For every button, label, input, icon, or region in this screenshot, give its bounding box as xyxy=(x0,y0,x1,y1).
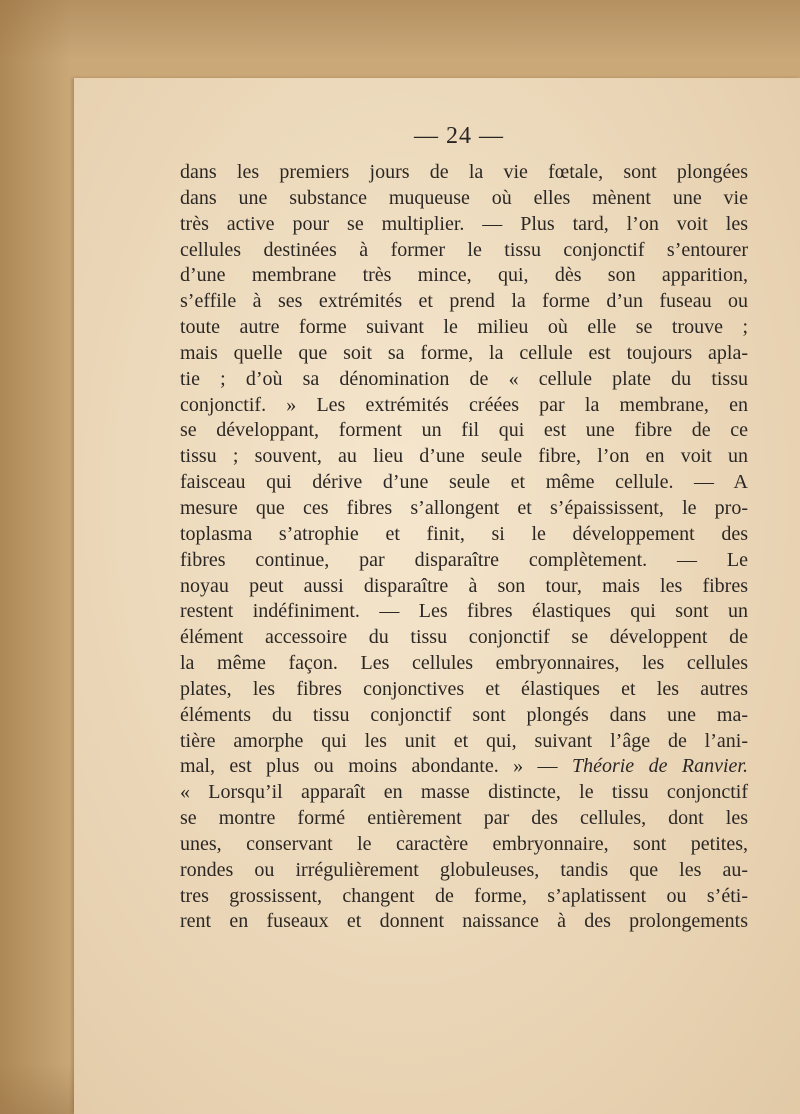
text-line: noyau peut aussi disparaître à son tour, mais les fibres xyxy=(180,574,748,597)
text-line: tie ; d’où sa dénomination de « cellule plate du tissu xyxy=(180,367,748,390)
text-line: tres grossissent, changent de forme, s’aplatissent ou s’éti- xyxy=(180,884,748,907)
text-line: plates, les fibres conjonctives et élastiques et les autres xyxy=(180,677,748,700)
page-number: — 24 — xyxy=(414,123,504,149)
text-line: la même façon. Les cellules embryonnaires, les cellules xyxy=(180,652,748,675)
text-line: mais quelle que soit sa forme, la cellule est toujours apla- xyxy=(180,341,748,364)
text-line: dans une substance muqueuse où elles mènent une vie xyxy=(180,186,748,209)
text-line: conjonctif. » Les extrémités créées par la membrane, en xyxy=(180,393,748,416)
text-line: s’effile à ses extrémités et prend la forme d’un fuseau ou xyxy=(180,290,748,313)
text-line: faisceau qui dérive d’une seule et même cellule. — A xyxy=(180,471,748,494)
text-line: d’une membrane très mince, qui, dès son apparition, xyxy=(180,264,748,287)
citation: Théorie de Ranvier. xyxy=(571,755,748,778)
body-text xyxy=(180,160,748,935)
text-line: élément accessoire du tissu conjonctif se développent de xyxy=(180,626,748,649)
text-line: se montre formé entièrement par des cellules, dont les xyxy=(180,807,748,830)
text-line: rondes ou irrégulièrement globuleuses, tandis que les au- xyxy=(180,858,748,881)
text-line: rent en fuseaux et donnent naissance à des prolongements xyxy=(180,910,748,933)
text-line: restent indéfiniment. — Les fibres élastiques qui sont un xyxy=(180,600,748,623)
text-line-with-citation xyxy=(180,754,748,780)
text-line: se développant, forment un fil qui est une fibre de ce xyxy=(180,419,748,442)
text-line: « Lorsqu’il apparaît en masse distincte, le tissu conjonctif xyxy=(180,781,748,804)
text-line: tière amorphe qui les unit et qui, suivant l’âge de l’ani- xyxy=(180,729,748,752)
text-line: mal, est plus ou moins abondante. » — xyxy=(180,755,572,778)
book-page xyxy=(74,78,800,1114)
text-line: fibres continue, par disparaître complètement. — Le xyxy=(180,548,748,571)
text-line: cellules destinées à former le tissu conjonctif s’entourer xyxy=(180,238,748,261)
text-line: éléments du tissu conjonctif sont plongés dans une ma- xyxy=(180,703,748,726)
text-line: unes, conservant le caractère embryonnaire, sont petites, xyxy=(180,832,748,855)
text-line: tissu ; souvent, au lieu d’une seule fibre, l’on en voit un xyxy=(180,445,748,468)
text-line: toplasma s’atrophie et finit, si le développement des xyxy=(180,522,748,545)
text-line: dans les premiers jours de la vie fœtale, sont plongées xyxy=(180,161,748,183)
text-line: très active pour se multiplier. — Plus tard, l’on voit les xyxy=(180,212,748,235)
text-line: mesure que ces fibres s’allongent et s’épaississent, le pro- xyxy=(180,496,748,519)
text-line: toute autre forme suivant le milieu où elle se trouve ; xyxy=(180,316,748,339)
